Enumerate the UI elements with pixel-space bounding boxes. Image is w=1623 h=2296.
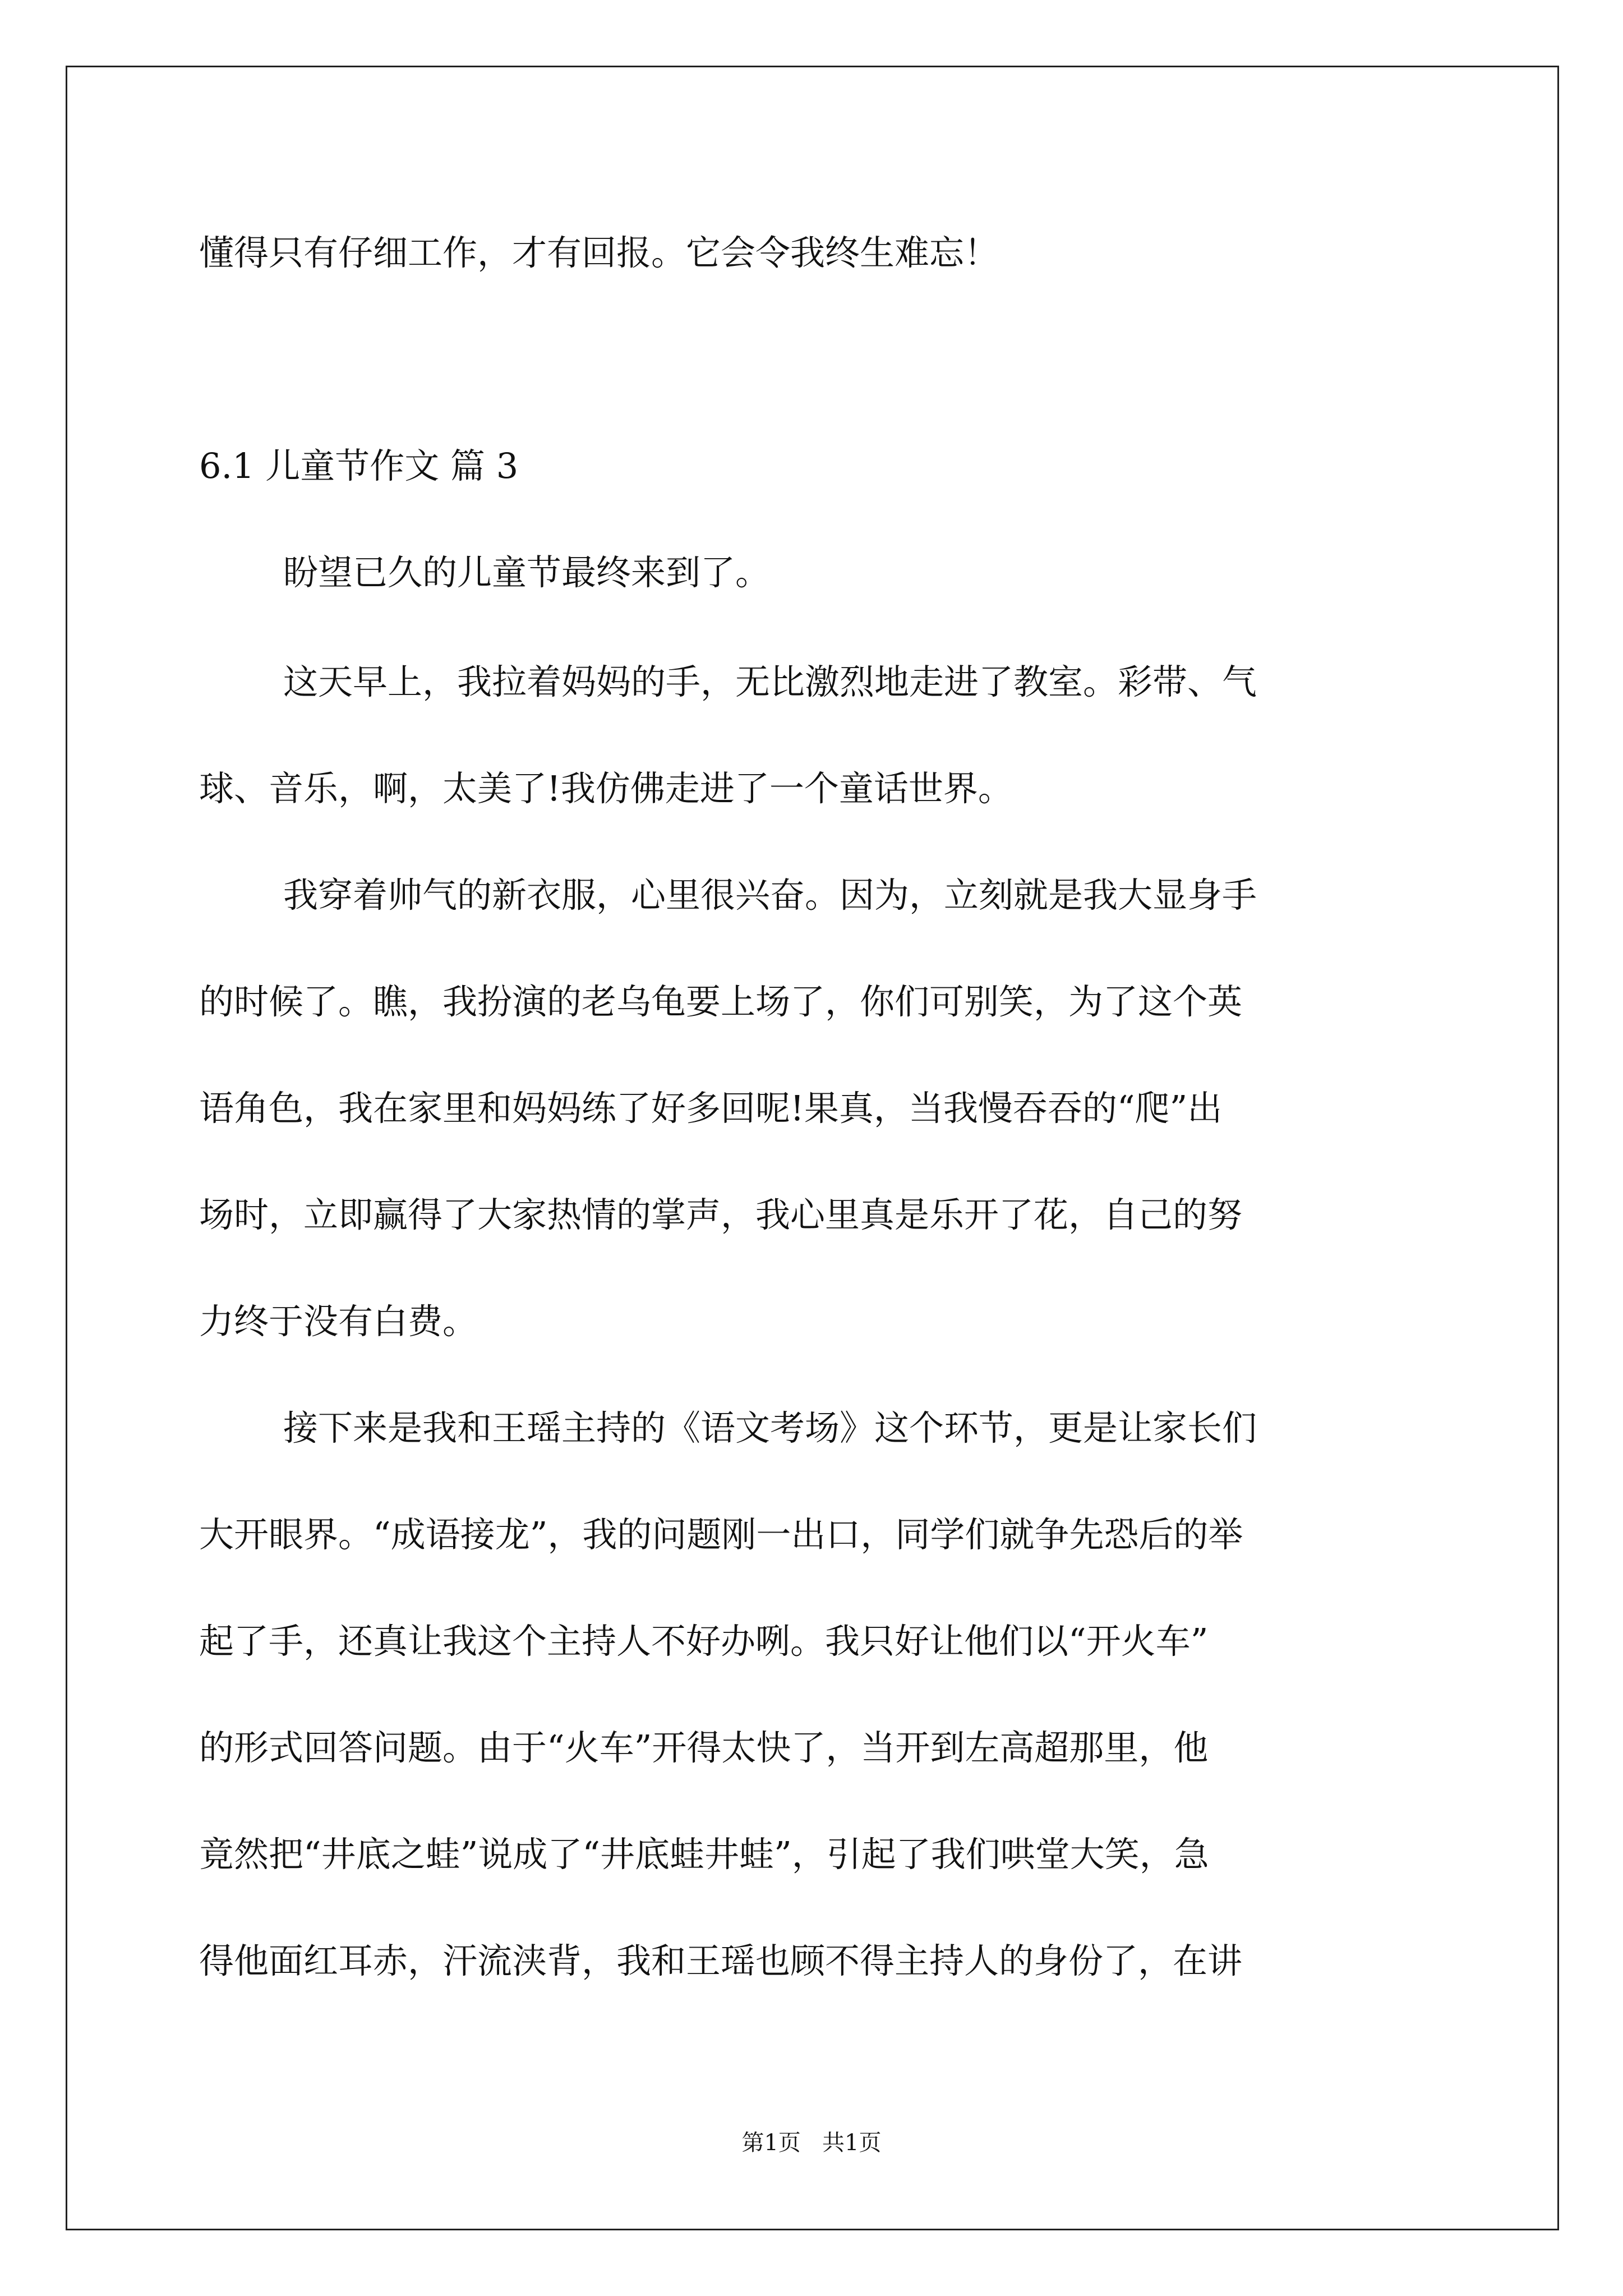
page-footer: 第1页 共1页	[741, 2130, 882, 2156]
text-line-1: 懂得只有仔细工作，才有回报。它会令我终生难忘！	[199, 232, 999, 273]
text-line-3: 盼望已久的儿童节最终来到了。	[283, 552, 771, 593]
text-line-10: 力终于没有白费。	[199, 1301, 478, 1342]
section-title: 6.1 儿童节作文 篇 3	[199, 445, 519, 486]
page-border	[66, 66, 1559, 2230]
text-line-9: 场时，立即赢得了大家热情的掌声，我心里真是乐开了花，自己的努	[199, 1194, 1243, 1235]
text-line-6: 我穿着帅气的新衣服，心里很兴奋。因为，立刻就是我大显身手	[283, 875, 1257, 915]
text-line-15: 竟然把“井底之蛙”说成了“井底蛙井蛙”，引起了我们哄堂大笑，急	[199, 1834, 1209, 1875]
text-line-4: 这天早上，我拉着妈妈的手，无比激烈地走进了教室。彩带、气	[283, 661, 1257, 702]
text-line-8: 语角色，我在家里和妈妈练了好多回呢!果真，当我慢吞吞的“爬”出	[199, 1088, 1223, 1129]
text-line-13: 起了手，还真让我这个主持人不好办咧。我只好让他们以“开火车”	[199, 1621, 1209, 1662]
text-line-12: 大开眼界。“成语接龙”，我的问题刚一出口，同学们就争先恐后的举	[199, 1514, 1243, 1555]
text-line-5: 球、音乐，啊，太美了!我仿佛走进了一个童话世界。	[199, 768, 1013, 809]
text-line-14: 的形式回答问题。由于“火车”开得太快了，当开到左高超那里，他	[199, 1727, 1209, 1768]
text-line-11: 接下来是我和王瑶主持的《语文考场》这个环节，更是让家长们	[283, 1407, 1257, 1448]
text-line-7: 的时候了。瞧，我扮演的老乌龟要上场了，你们可别笑，为了这个英	[199, 981, 1243, 1022]
text-line-16: 得他面红耳赤，汗流浃背，我和王瑶也顾不得主持人的身份了，在讲	[199, 1940, 1243, 1981]
